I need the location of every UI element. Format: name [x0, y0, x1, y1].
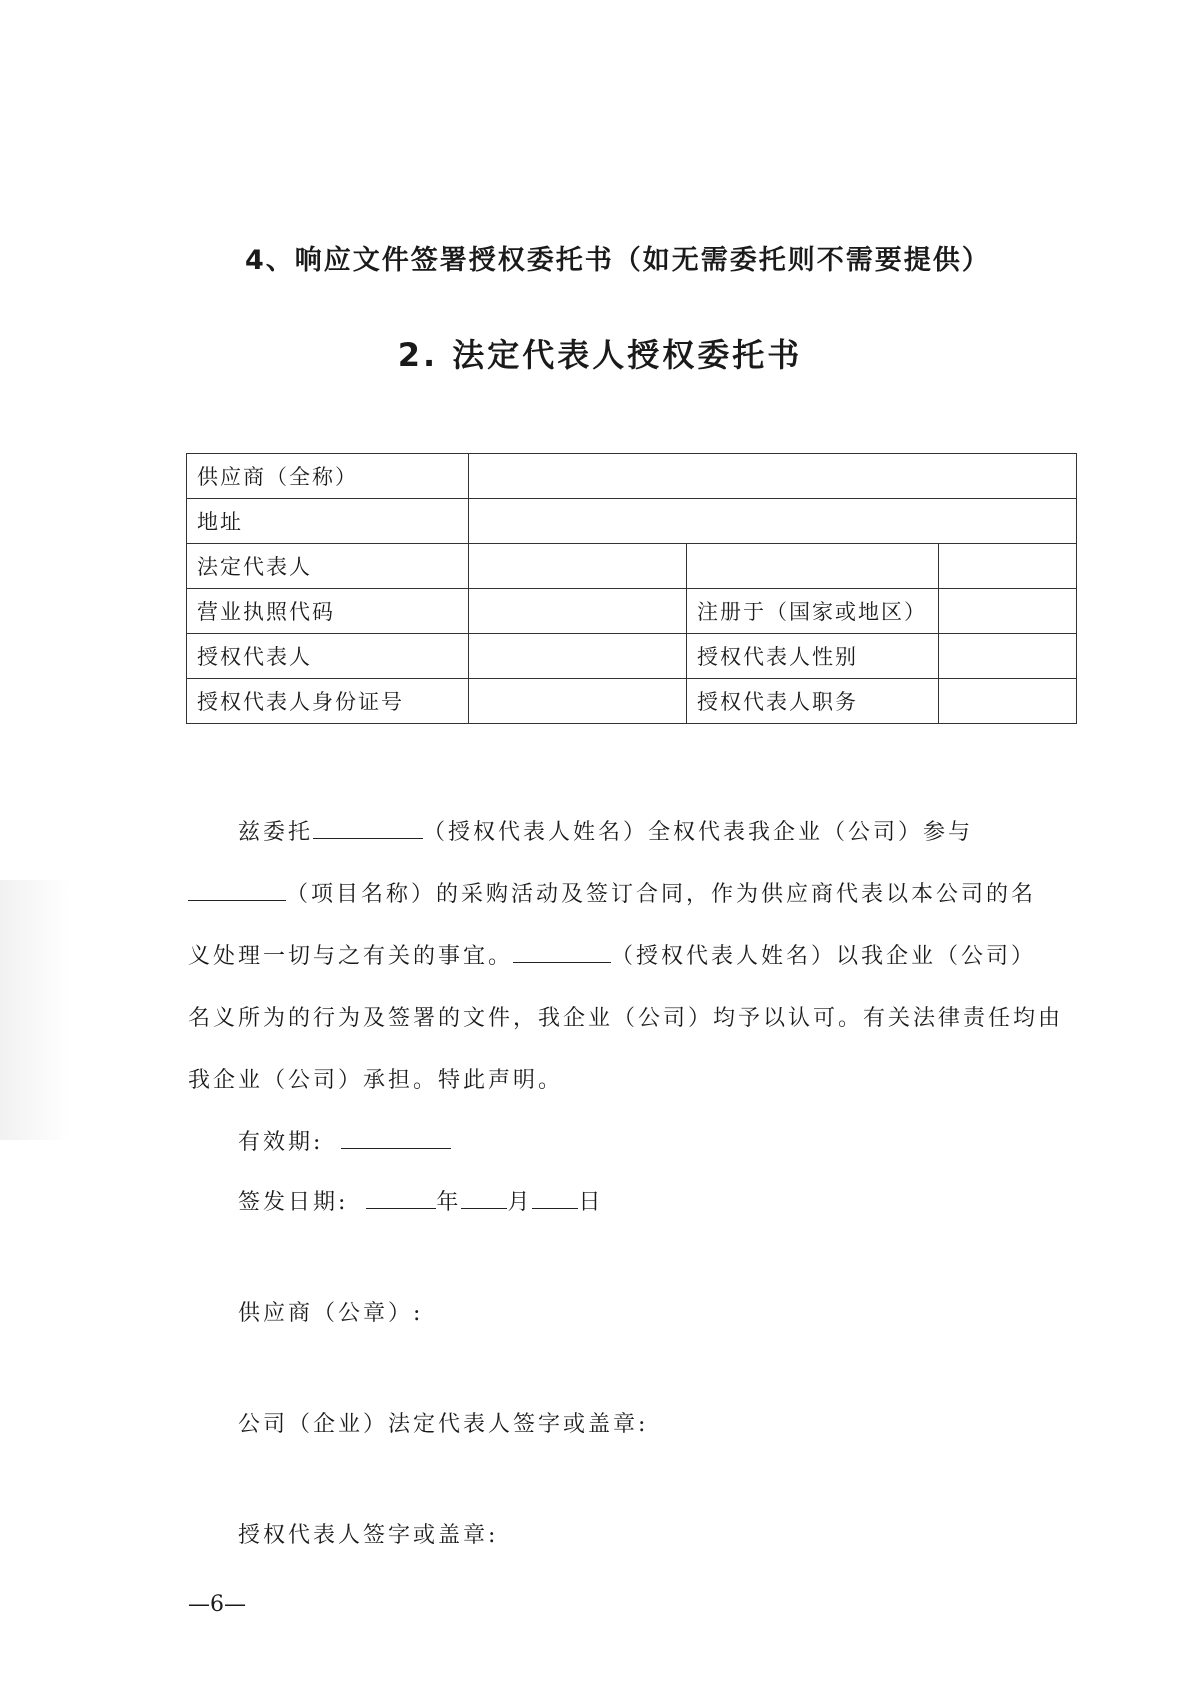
body-text: （授权代表人姓名）以我企业（公司） — [611, 944, 1037, 969]
supplier-info-table — [186, 453, 1077, 724]
table-label-cell: 法定代表人 — [187, 544, 469, 589]
table-label-cell: 授权代表人 — [187, 634, 469, 679]
table-label-cell: 注册于（国家或地区） — [687, 589, 939, 634]
body-line-2 — [188, 877, 1036, 908]
table-label-cell: 授权代表人职务 — [687, 679, 939, 724]
auth-rep-sign-label: 授权代表人签字或盖章: — [238, 1523, 499, 1548]
year-blank[interactable] — [366, 1186, 436, 1209]
table-value-cell[interactable] — [469, 499, 1077, 544]
table-row — [187, 544, 1077, 589]
table-value-cell[interactable] — [939, 589, 1077, 634]
body-text: （项目名称）的采购活动及签订合同，作为供应商代表以本公司的名 — [286, 882, 1037, 907]
table-label-cell: 营业执照代码 — [187, 589, 469, 634]
issue-date-label: 签发日期: — [238, 1190, 349, 1215]
table-label-cell — [687, 544, 939, 589]
legal-rep-sign-label: 公司（企业）法定代表人签字或盖章: — [238, 1412, 649, 1437]
table-label-cell: 授权代表人身份证号 — [187, 679, 469, 724]
table-value-cell[interactable] — [469, 634, 687, 679]
validity-line — [238, 1125, 451, 1156]
body-text: 兹委托 — [238, 820, 314, 845]
rep-name-blank[interactable] — [513, 940, 611, 963]
project-name-blank[interactable] — [188, 878, 286, 901]
table-value-cell[interactable] — [469, 679, 687, 724]
body-line-5: 我企业（公司）承担。特此声明。 — [188, 1068, 564, 1093]
table-row — [187, 679, 1077, 724]
document-title: 2. 法定代表人授权委托书 — [397, 336, 803, 374]
table-value-cell[interactable] — [939, 634, 1077, 679]
month-label: 月 — [507, 1190, 533, 1215]
body-line-3 — [188, 939, 1036, 970]
table-row — [187, 634, 1077, 679]
body-line-4: 名义所为的行为及签署的文件，我企业（公司）均予以认可。有关法律责任均由 — [188, 1006, 1064, 1031]
section-title: 4、响应文件签署授权委托书（如无需委托则不需要提供） — [245, 245, 991, 276]
table-value-cell[interactable] — [469, 454, 1077, 499]
table-value-cell[interactable] — [939, 679, 1077, 724]
issue-date-line — [238, 1185, 603, 1216]
supplier-seal-label: 供应商（公章）: — [238, 1301, 424, 1326]
table-label-cell: 地址 — [187, 499, 469, 544]
body-text: （授权代表人姓名）全权代表我企业（公司）参与 — [423, 820, 974, 845]
table-row — [187, 499, 1077, 544]
body-line-1 — [238, 815, 973, 846]
table-label-cell: 授权代表人性别 — [687, 634, 939, 679]
body-text: 义处理一切与之有关的事宜。 — [188, 944, 514, 969]
table-value-cell[interactable] — [939, 544, 1077, 589]
day-blank[interactable] — [532, 1186, 578, 1209]
scan-edge-shadow — [0, 880, 70, 1140]
rep-name-blank[interactable] — [313, 816, 423, 839]
validity-label: 有效期: — [238, 1130, 324, 1155]
year-label: 年 — [436, 1190, 462, 1215]
validity-blank[interactable] — [341, 1126, 451, 1149]
table-row — [187, 454, 1077, 499]
table-value-cell[interactable] — [469, 589, 687, 634]
table-row — [187, 589, 1077, 634]
month-blank[interactable] — [461, 1186, 507, 1209]
table-label-cell: 供应商（全称） — [187, 454, 469, 499]
day-label: 日 — [578, 1190, 604, 1215]
table-value-cell[interactable] — [469, 544, 687, 589]
page-number: —6— — [188, 1592, 246, 1617]
